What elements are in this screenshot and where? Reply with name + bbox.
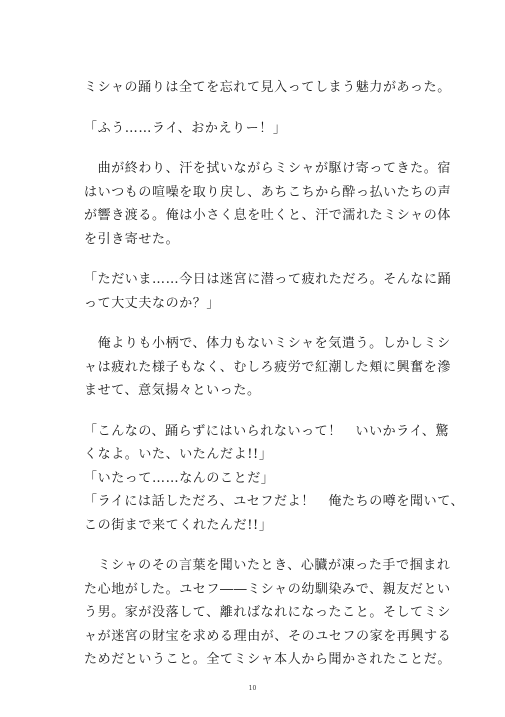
- text-line: 「ライには話しただろ、ユセフだよ！ 俺たちの噂を聞いて、: [84, 494, 465, 509]
- text-line: ためだということ。全てミシャ本人から聞かされたことだ。: [84, 652, 451, 667]
- text-line: って大丈夫なのか？」: [84, 295, 221, 311]
- text-line: を引き寄せた。: [84, 231, 180, 247]
- paragraph: [84, 76, 451, 100]
- text-line: ャが迷宮の財宝を求める理由が、そのユセフの家を再興する: [84, 628, 452, 644]
- text-line: う男。家が没落して、離ればなれになったこと。そしてミシ: [84, 605, 451, 620]
- paragraph: [84, 420, 465, 538]
- text-line: ャは疲れた様子もなく、むしろ疲労で紅潮した頬に興奮を滲: [84, 359, 451, 375]
- text-line: 「こんなの、踊らずにはいられないって！ いいかライ、驚: [84, 423, 450, 439]
- text-line: はいつもの喧噪を取り戻し、あちこちから酔っ払いたちの声: [84, 184, 452, 200]
- text-line: くなよ。いた、いたんだよ!!」: [84, 447, 273, 462]
- body-text: [84, 76, 465, 672]
- text-line: ませて、意気揚々といった。: [84, 383, 261, 398]
- paragraph: [84, 332, 451, 403]
- paragraph: [84, 268, 452, 315]
- text-line: ミシャの踊りは全てを忘れて見入ってしまう魅力があった。: [84, 80, 451, 95]
- text-line: 「ふう……ライ、おかえりー！」: [84, 120, 287, 136]
- text-line: ミシャのその言葉を聞いたとき、心臓が凍った手で掴まれ: [84, 558, 451, 573]
- text-line: 曲が終わり、汗を拭いながらミシャが駆け寄ってきた。宿: [84, 161, 451, 176]
- text-line: た心地がした。ユセフ――ミシャの幼馴染みで、親友だとい: [84, 581, 451, 597]
- text-line: 俺よりも小柄で、体力もないミシャを気遣う。しかしミシ: [84, 336, 451, 351]
- text-line: 「ただいま……今日は迷宮に潜って疲れただろ。そんなに踊: [84, 272, 452, 287]
- paragraph: [84, 117, 424, 141]
- paragraph: [84, 157, 452, 251]
- paragraph: [84, 554, 452, 672]
- text-line: この街まで来てくれたんだ!!」: [84, 517, 273, 533]
- text-line: が響き渡る。俺は小さく息を吐くと、汗で濡れたミシャの体: [84, 208, 451, 223]
- page-number: 10: [248, 685, 257, 692]
- text-line: 「いたって……なんのことだ」: [84, 470, 275, 486]
